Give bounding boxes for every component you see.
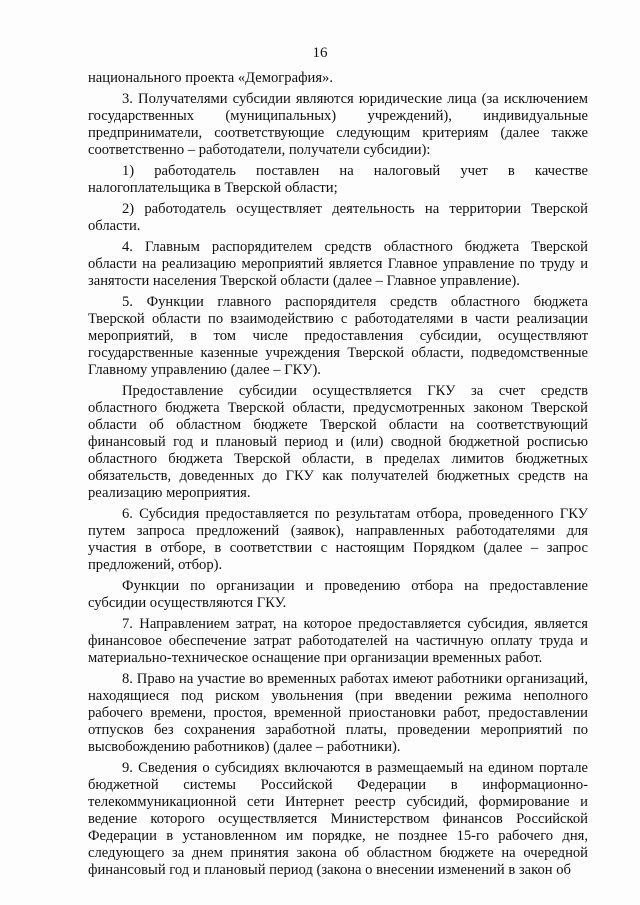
- paragraph-continuation: национального проекта «Демография».: [88, 70, 333, 86]
- paragraph-clause-7: 7. Направлением затрат, на которое предоставляется субсидия, является финансовое обеспечение затрат работодателей на частичную оплату труда и материально-техническое оснащение при организации временных работ.: [88, 616, 588, 666]
- paragraph-clause-4: 4. Главным распорядителем средств областного бюджета Тверской области на реализацию мероприятий является Главное управление по труду и занятости населения Тверской области (далее – Главное управление).: [88, 239, 588, 289]
- paragraph-clause-5: 5. Функции главного распорядителя средств областного бюджета Тверской области по взаимодействию с работодателями в части реализации мероприятий, в том числе предоставления субсидии, осуществляют государственные казенные учреждения Тверской области, подведомственные Главному управлению (далее – ГКУ).: [88, 294, 588, 378]
- paragraph-selection-functions: Функции по организации и проведению отбора на предоставление субсидии осуществляются ГКУ.: [88, 578, 588, 611]
- paragraph-clause-9: 9. Сведения о субсидиях включаются в размещаемый на едином портале бюджетной системы Российской Федерации в информационно-телекоммуникационной сети Интернет реестр субсидий, формирование и ведение которого осуществляется Министерством финансов Российской Федерации в установленном им порядке, не позднее 15-го рабочего дня, следующего за днем принятия закона об областном бюджете на очередной финансовый год и плановый период (закона о внесении изменений в закон об: [88, 760, 588, 878]
- paragraph-subsidy-provision: Предоставление субсидии осуществляется ГКУ за счет средств областного бюджета Тверской области, предусмотренных законом Тверской области об областном бюджете Тверской области на соответствующий финансовый год и плановый период и (или) сводной бюджетной росписью областного бюджета Тверской области, в пределах лимитов бюджетных обязательств, доведенных до ГКУ как получателей бюджетных средств на реализацию мероприятия.: [88, 383, 588, 501]
- paragraph-clause-6: 6. Субсидия предоставляется по результатам отбора, проведенного ГКУ путем запроса предложений (заявок), направленных работодателями для участия в отборе, в соответствии с настоящим Порядком (далее – запрос предложений, отбор).: [88, 506, 588, 573]
- page-number: 16: [312, 45, 328, 61]
- paragraph-clause-8: 8. Право на участие во временных работах имеют работники организаций, находящиеся под риском увольнения (при введении режима неполного рабочего времени, простоя, временной приостановки работ, предоставлении отпусков без сохранения заработной платы, проведении мероприятий по высвобождению работников) (далее – работники).: [88, 671, 588, 755]
- document-body: [88, 70, 588, 883]
- paragraph-criterion-1: 1) работодатель поставлен на налоговый учет в качестве налогоплательщика в Тверской области;: [88, 163, 588, 196]
- paragraph-clause-3: 3. Получателями субсидии являются юридические лица (за исключением государственных (муниципальных) учреждений), индивидуальные предприниматели, соответствующие следующим критериям (далее также соответственно – работодатели, получатели субсидии):: [88, 91, 588, 158]
- paragraph-criterion-2: 2) работодатель осуществляет деятельность на территории Тверской области.: [88, 201, 588, 234]
